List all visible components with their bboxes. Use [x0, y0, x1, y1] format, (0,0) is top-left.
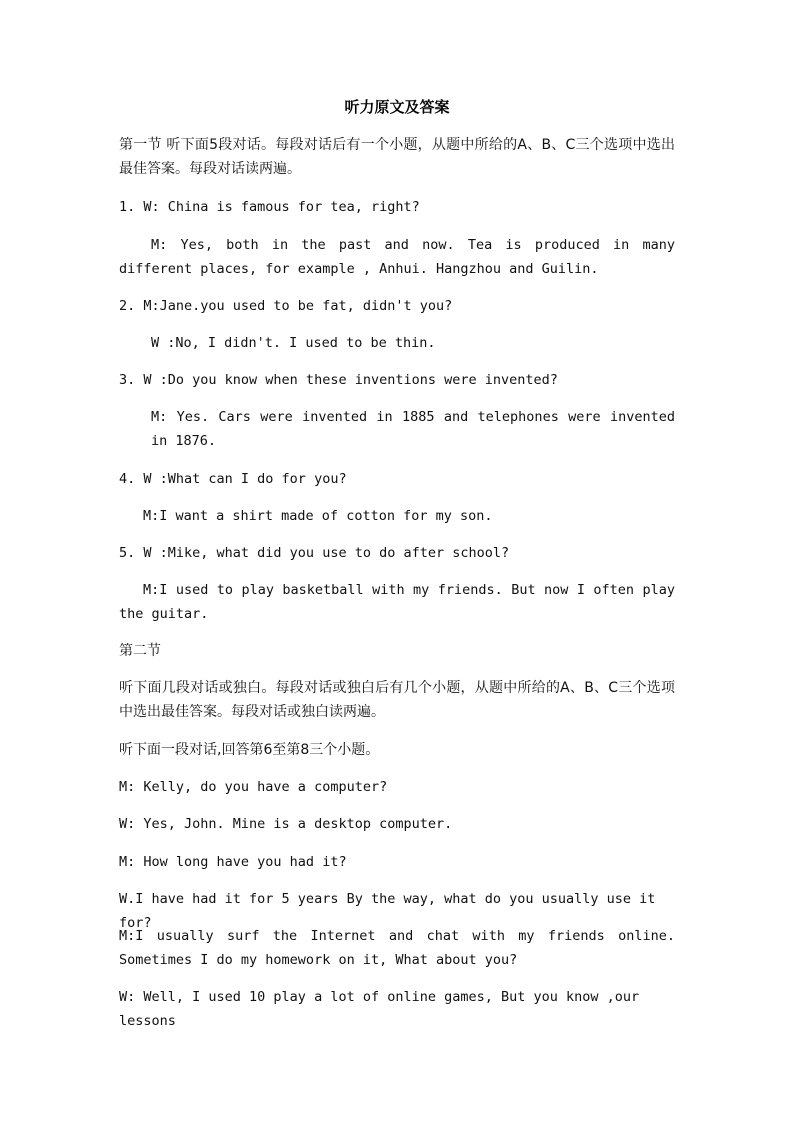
- dialogue-4-question: 4. W :What can I do for you?: [119, 471, 347, 487]
- dialogue-2-question: 2. M:Jane.you used to be fat, didn't you?: [119, 298, 453, 314]
- page-title: 听力原文及答案: [344, 98, 450, 116]
- dialogue-1-answer: M: Yes, both in the past and now. Tea is produced in many different places, for example , Anhui. Hangzhou and Guilin.: [119, 237, 675, 277]
- section2-intro: 听下面几段对话或独白。每段对话或独白后有几个小题，从题中所给的A、B、C三个选项中选出最佳答案。每段对话或独白读两遍。: [119, 680, 675, 720]
- conversation-line: M: Kelly, do you have a computer?: [119, 779, 388, 795]
- conversation-line: W.I have had it for 5 years By the way, what do you usually use it for?: [119, 891, 656, 931]
- dialogue-3-question: 3. W :Do you know when these inventions were invented?: [119, 372, 558, 388]
- conversation-line: W: Yes, John. Mine is a desktop computer.: [119, 816, 453, 832]
- conversation-line: W: Well, I used 10 play a lot of online games, But you know ,our lessons: [119, 989, 640, 1029]
- conversation-line: M:I usually surf the Internet and chat with my friends online. Sometimes I do my homework on it, What about you?: [119, 928, 675, 968]
- dialogue-1-question: 1. W: China is famous for tea, right?: [119, 199, 420, 215]
- dialogue-3-answer: M: Yes. Cars were invented in 1885 and telephones were invented in 1876.: [151, 409, 675, 449]
- conversation-line: M: How long have you had it?: [119, 854, 347, 870]
- section2-subinstruction: 听下面一段对话,回答第6至第8三个小题。: [119, 742, 380, 758]
- dialogue-2-answer: W :No, I didn't. I used to be thin.: [151, 335, 436, 351]
- dialogue-4-answer: M:I want a shirt made of cotton for my son.: [143, 508, 493, 524]
- section2-heading: 第二节: [119, 643, 161, 659]
- dialogue-5-question: 5. W :Mike, what did you use to do after school?: [119, 545, 510, 561]
- section1-intro: 第一节 听下面5段对话。每段对话后有一个小题，从题中所给的A、B、C三个选项中选出最佳答案。每段对话读两遍。: [119, 137, 675, 177]
- dialogue-5-answer: M:I used to play basketball with my friends. But now I often play the guitar.: [119, 582, 675, 622]
